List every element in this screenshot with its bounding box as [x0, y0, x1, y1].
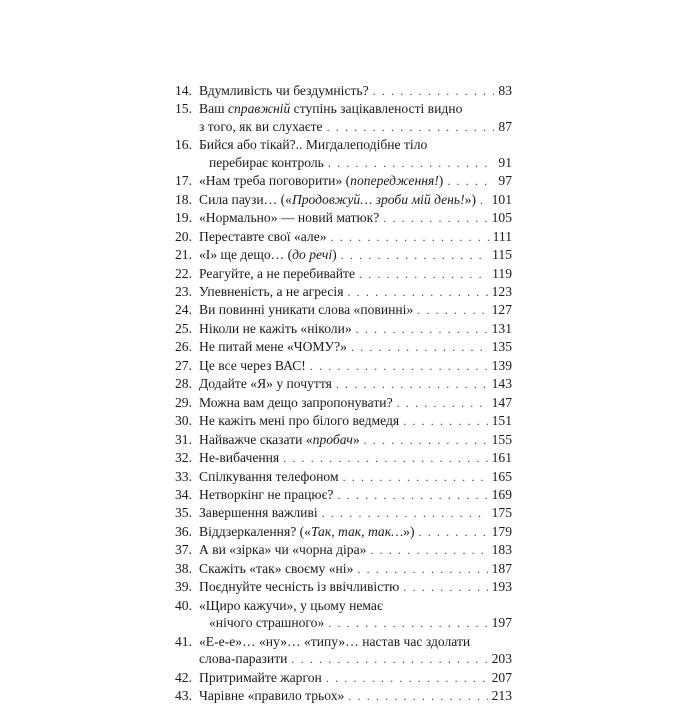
text-run: Не кажіть мені про білого ведмедя [199, 413, 400, 429]
toc-entry [175, 209, 512, 227]
italic-text: справжній [227, 101, 291, 117]
text-run: Реагуйте, а не перебивайте [199, 265, 356, 281]
toc-entry [175, 669, 512, 687]
toc-entry-text [199, 504, 318, 521]
text-run: А ви «зірка» чи «чорна діра» [199, 542, 367, 558]
italic-text: Так, так, так… [310, 523, 404, 539]
toc-page-number: 161 [491, 450, 512, 466]
toc-entry-number: 20. [175, 228, 192, 244]
text-run: слова-паразити [199, 651, 288, 667]
toc-entry-number: 42. [175, 669, 192, 685]
text-run: Віддзеркалення? (« [199, 523, 311, 539]
toc-page-number: 203 [491, 651, 512, 667]
toc-entry-title [199, 597, 512, 633]
text-run: «Нормально» — новий матюк? [199, 210, 380, 226]
toc-entry-title [199, 504, 512, 522]
toc-entry-title [199, 578, 512, 596]
text-run: «Щиро кажучи», у цьому немає [199, 597, 383, 613]
text-run: Не питай мене «ЧОМУ?» [199, 339, 347, 355]
toc-entry-line [199, 431, 512, 449]
toc-page-number: 127 [491, 302, 512, 318]
toc-entry [175, 191, 512, 209]
dot-leader [480, 192, 488, 209]
text-run: «І» ще дещо… ( [199, 247, 293, 263]
text-run: Скажіть «так» своєму «ні» [199, 560, 354, 576]
toc-entry-text [199, 320, 352, 337]
toc-entry-line [199, 172, 512, 190]
dot-leader [343, 469, 488, 486]
toc-entry-line [199, 320, 512, 338]
dot-leader [328, 615, 487, 632]
text-run: ) [438, 173, 444, 189]
toc-entry-title [199, 320, 512, 338]
toc-entry [175, 265, 512, 283]
toc-entry [175, 412, 512, 430]
dot-leader [347, 284, 487, 301]
toc-page-number: 197 [491, 615, 512, 631]
toc-entry-title [199, 486, 512, 504]
text-run: «Нам треба поговорити» ( [199, 173, 351, 189]
toc-entry-title [199, 209, 512, 227]
toc-entry-title [199, 375, 512, 393]
toc-entry-line [199, 650, 512, 668]
toc-entry-line [199, 191, 512, 209]
toc-entry-number: 34. [175, 486, 192, 502]
toc-page-number: 143 [491, 376, 512, 392]
toc-entry-title [199, 431, 512, 449]
toc-entry-title [199, 82, 512, 100]
toc-entry-title [199, 136, 512, 172]
toc-entry-text [199, 338, 347, 355]
toc-entry-line [199, 486, 512, 504]
dot-leader [331, 229, 489, 246]
toc-page-number: 139 [491, 357, 512, 373]
dot-leader [326, 670, 488, 687]
toc-entry-number: 41. [175, 633, 192, 649]
toc-entry-text [199, 100, 462, 117]
toc-entry-title [199, 265, 512, 283]
toc-entry [175, 597, 512, 633]
toc-entry-number: 27. [175, 357, 192, 373]
toc-entry-number: 29. [175, 394, 192, 410]
text-run: Ваш [199, 101, 228, 117]
toc-entry-number: 36. [175, 523, 192, 539]
toc-entry-line [199, 136, 512, 153]
text-run: ) [332, 247, 337, 263]
toc-entry-line [199, 412, 512, 430]
text-run: з того, як ви слухаєте [199, 118, 323, 134]
toc-entry-text [199, 191, 476, 208]
toc-entry-text [199, 650, 287, 667]
text-run: Упевненість, а не агресія [199, 283, 344, 299]
toc-entry-number: 17. [175, 173, 192, 189]
toc-page-number: 213 [491, 687, 512, 703]
toc-entry [175, 560, 512, 578]
text-run: ») [403, 523, 415, 539]
toc-entry-line [199, 265, 512, 283]
toc-entry-text [199, 412, 399, 429]
toc-page-number: 135 [491, 339, 512, 355]
text-run: Вдумливість чи бездумність? [199, 83, 369, 98]
text-run: » [352, 431, 360, 447]
text-run: Це все через ВАС! [199, 357, 306, 373]
toc-entry-line [199, 283, 512, 301]
toc-entry-title [199, 301, 512, 319]
toc-entry [175, 136, 512, 172]
toc-entry-text [199, 209, 379, 226]
toc-page-number: 147 [491, 394, 512, 410]
dot-leader [336, 376, 488, 393]
toc-entry [175, 687, 512, 705]
toc-page-number: 183 [491, 542, 512, 558]
dot-leader [327, 119, 495, 136]
dot-leader [357, 561, 487, 578]
text-run: Поєднуйте чесність із ввічливістю [199, 579, 400, 595]
dot-leader [447, 173, 494, 190]
text-run: Не-вибачення [199, 450, 280, 466]
dot-leader [283, 450, 487, 467]
toc-entry-line [199, 246, 512, 264]
toc-entry-text [199, 82, 369, 99]
toc-entry-text [199, 449, 279, 466]
toc-entry-text [199, 394, 393, 411]
toc-entry-line [199, 614, 512, 632]
text-run: Сила паузи… (« [199, 191, 292, 207]
toc-entry-number: 30. [175, 413, 192, 429]
text-run: Бийся або тікай?.. Мигдалеподібне тіло [199, 137, 428, 153]
toc-entry-title [199, 100, 512, 136]
dot-leader [397, 395, 488, 412]
toc-entry-title [199, 687, 512, 705]
toc-entry-line [199, 338, 512, 356]
text-run: Спілкування телефоном [199, 468, 339, 484]
toc-entry [175, 82, 512, 100]
toc-entry-line [199, 541, 512, 559]
toc-entry [175, 357, 512, 375]
text-run: Нетворкінг не працює? [199, 486, 334, 502]
toc-entry-text [199, 375, 332, 392]
toc-entry-line [199, 301, 512, 319]
toc-entry-text [209, 154, 324, 171]
toc-entry-text [199, 136, 427, 153]
toc-page-number: 97 [498, 173, 512, 189]
italic-text: Продовжуй… зроби мій день! [291, 191, 465, 207]
toc-entry-number: 21. [175, 247, 192, 263]
toc-entry-number: 19. [175, 210, 192, 226]
dot-leader [364, 432, 488, 449]
toc-entry-title [199, 449, 512, 467]
toc-entry-text [199, 633, 470, 650]
toc-entry-number: 22. [175, 265, 192, 281]
dot-leader [359, 266, 488, 283]
toc-entry-number: 43. [175, 687, 192, 703]
toc-entry-text [199, 687, 344, 704]
text-run: Завершення важливі [199, 505, 318, 521]
toc-entry-text [199, 578, 399, 595]
dot-leader [403, 413, 487, 430]
toc-entry-text [199, 523, 415, 540]
toc-page-number: 187 [491, 560, 512, 576]
toc-page-number: 101 [491, 191, 512, 207]
toc-entry-number: 40. [175, 597, 192, 613]
toc-entry-text [199, 486, 333, 503]
dot-leader [356, 321, 488, 338]
toc-entry-title [199, 228, 512, 246]
toc-entry-number: 26. [175, 339, 192, 355]
toc-entry-text [199, 669, 322, 686]
toc-entry-text [199, 597, 383, 614]
dot-leader [373, 83, 495, 100]
dot-leader [291, 651, 487, 668]
dot-leader [310, 358, 488, 375]
italic-text: пробач [312, 431, 353, 447]
toc-entry-text [199, 541, 366, 558]
toc-entry-title [199, 523, 512, 541]
toc-entry [175, 468, 512, 486]
toc-entry-line [199, 394, 512, 412]
toc-entry-line [199, 560, 512, 578]
toc-entry-text [199, 468, 339, 485]
dot-leader [419, 524, 488, 541]
text-run: перебирає контроль [209, 154, 324, 170]
toc-entry-text [199, 431, 360, 448]
dot-leader [403, 579, 487, 596]
toc-entry [175, 578, 512, 596]
toc-entry-title [199, 633, 512, 669]
toc-entry-number: 16. [175, 137, 192, 153]
toc-entry-text [209, 614, 324, 631]
toc-entry-line [199, 82, 512, 100]
toc-entry-text [199, 283, 343, 300]
text-run: Притримайте жаргон [199, 669, 322, 685]
toc-entry-number: 33. [175, 468, 192, 484]
toc-entry-number: 23. [175, 283, 192, 299]
toc-entry-number: 15. [175, 101, 192, 117]
dot-leader [383, 210, 487, 227]
toc-entry [175, 449, 512, 467]
toc-entry-line [199, 375, 512, 393]
toc-entry [175, 394, 512, 412]
toc-entry-number: 24. [175, 302, 192, 318]
toc-page-number: 175 [491, 505, 512, 521]
toc-entry-text [199, 118, 323, 135]
toc-page-number: 83 [498, 83, 512, 98]
dot-leader [337, 487, 487, 504]
toc-entry [175, 375, 512, 393]
toc-entry-text [199, 560, 353, 577]
text-run: Ніколи не кажіть «ніколи» [199, 320, 352, 336]
toc-entry [175, 246, 512, 264]
toc-entry-title [199, 172, 512, 190]
toc-entry [175, 320, 512, 338]
toc-page-number: 87 [498, 118, 512, 134]
dot-leader [341, 247, 488, 264]
toc-page-number: 115 [492, 247, 512, 263]
toc-entry-text [199, 246, 337, 263]
toc-page-number: 155 [491, 431, 512, 447]
toc-entry-line [199, 118, 512, 136]
toc-page-number: 105 [491, 210, 512, 226]
toc-entry-title [199, 468, 512, 486]
table-of-contents [175, 82, 512, 705]
italic-text: до речі [292, 247, 333, 263]
toc-entry-text [199, 301, 413, 318]
toc-page-number: 207 [491, 669, 512, 685]
toc-page-number: 131 [491, 320, 512, 336]
text-run: Чарівне «правило трьох» [199, 687, 345, 703]
toc-entry [175, 338, 512, 356]
toc-page-number: 111 [492, 228, 512, 244]
toc-entry-text [199, 357, 306, 374]
toc-entry-title [199, 669, 512, 687]
dot-leader [370, 542, 487, 559]
toc-entry-line [199, 523, 512, 541]
toc-entry [175, 100, 512, 136]
toc-entry [175, 504, 512, 522]
toc-entry [175, 431, 512, 449]
toc-page-number: 165 [491, 468, 512, 484]
toc-entry [175, 541, 512, 559]
toc-entry-line [199, 357, 512, 375]
dot-leader [417, 302, 487, 319]
toc-entry [175, 523, 512, 541]
toc-page-number: 193 [491, 579, 512, 595]
toc-page-number: 151 [491, 413, 512, 429]
toc-page-number: 169 [491, 486, 512, 502]
toc-entry-line [199, 100, 512, 117]
text-run: ступінь зацікавленості видно [290, 101, 463, 117]
toc-entry [175, 633, 512, 669]
toc-entry-line [199, 504, 512, 522]
toc-entry-number: 37. [175, 542, 192, 558]
text-run: «Е-е-е»… «ну»… «типу»… настав час здолати [199, 633, 471, 649]
toc-entry-text [199, 228, 327, 245]
toc-entry-text [199, 172, 443, 189]
dot-leader [351, 339, 488, 356]
toc-entry-title [199, 246, 512, 264]
toc-entry-number: 32. [175, 450, 192, 466]
toc-entry [175, 228, 512, 246]
toc-entry-line [199, 209, 512, 227]
toc-entry [175, 486, 512, 504]
toc-page-number: 119 [492, 265, 512, 281]
toc-entry-line [199, 578, 512, 596]
toc-entry-line [199, 669, 512, 687]
toc-entry-line [199, 228, 512, 246]
toc-page-number: 91 [498, 154, 512, 170]
toc-entry-line [199, 449, 512, 467]
dot-leader [328, 155, 495, 172]
toc-entry-title [199, 394, 512, 412]
toc-entry-text [199, 265, 355, 282]
toc-entry-line [199, 633, 512, 650]
text-run: Переставте свої «але» [199, 228, 327, 244]
toc-entry-title [199, 338, 512, 356]
toc-entry-number: 39. [175, 579, 192, 595]
text-run: Найважче сказати « [199, 431, 313, 447]
toc-entry [175, 283, 512, 301]
toc-entry-title [199, 283, 512, 301]
toc-entry-title [199, 560, 512, 578]
toc-entry-number: 14. [175, 83, 192, 98]
toc-entry-line [199, 468, 512, 486]
toc-entry-number: 38. [175, 560, 192, 576]
toc-entry-title [199, 541, 512, 559]
italic-text: попередження! [350, 173, 439, 189]
toc-page-number: 179 [491, 523, 512, 539]
toc-entry-line [199, 154, 512, 172]
toc-page-number: 123 [491, 283, 512, 299]
toc-entry-number: 31. [175, 431, 192, 447]
text-run: Можна вам дещо запропонувати? [199, 394, 393, 410]
text-run: ») [464, 191, 476, 207]
text-run: Ви повинні уникати слова «повинні» [199, 302, 414, 318]
dot-leader [348, 688, 487, 705]
text-run: Додайте «Я» у почуття [199, 376, 332, 392]
toc-entry-number: 25. [175, 320, 192, 336]
toc-entry-line [199, 597, 512, 614]
toc-entry-title [199, 357, 512, 375]
toc-entry-number: 18. [175, 191, 192, 207]
dot-leader [322, 505, 488, 522]
toc-entry-title [199, 412, 512, 430]
toc-entry [175, 172, 512, 190]
text-run: «нічого страшного» [209, 615, 325, 631]
toc-entry-line [199, 687, 512, 705]
toc-entry-title [199, 191, 512, 209]
toc-entry-number: 28. [175, 376, 192, 392]
toc-entry-number: 35. [175, 505, 192, 521]
toc-entry [175, 301, 512, 319]
